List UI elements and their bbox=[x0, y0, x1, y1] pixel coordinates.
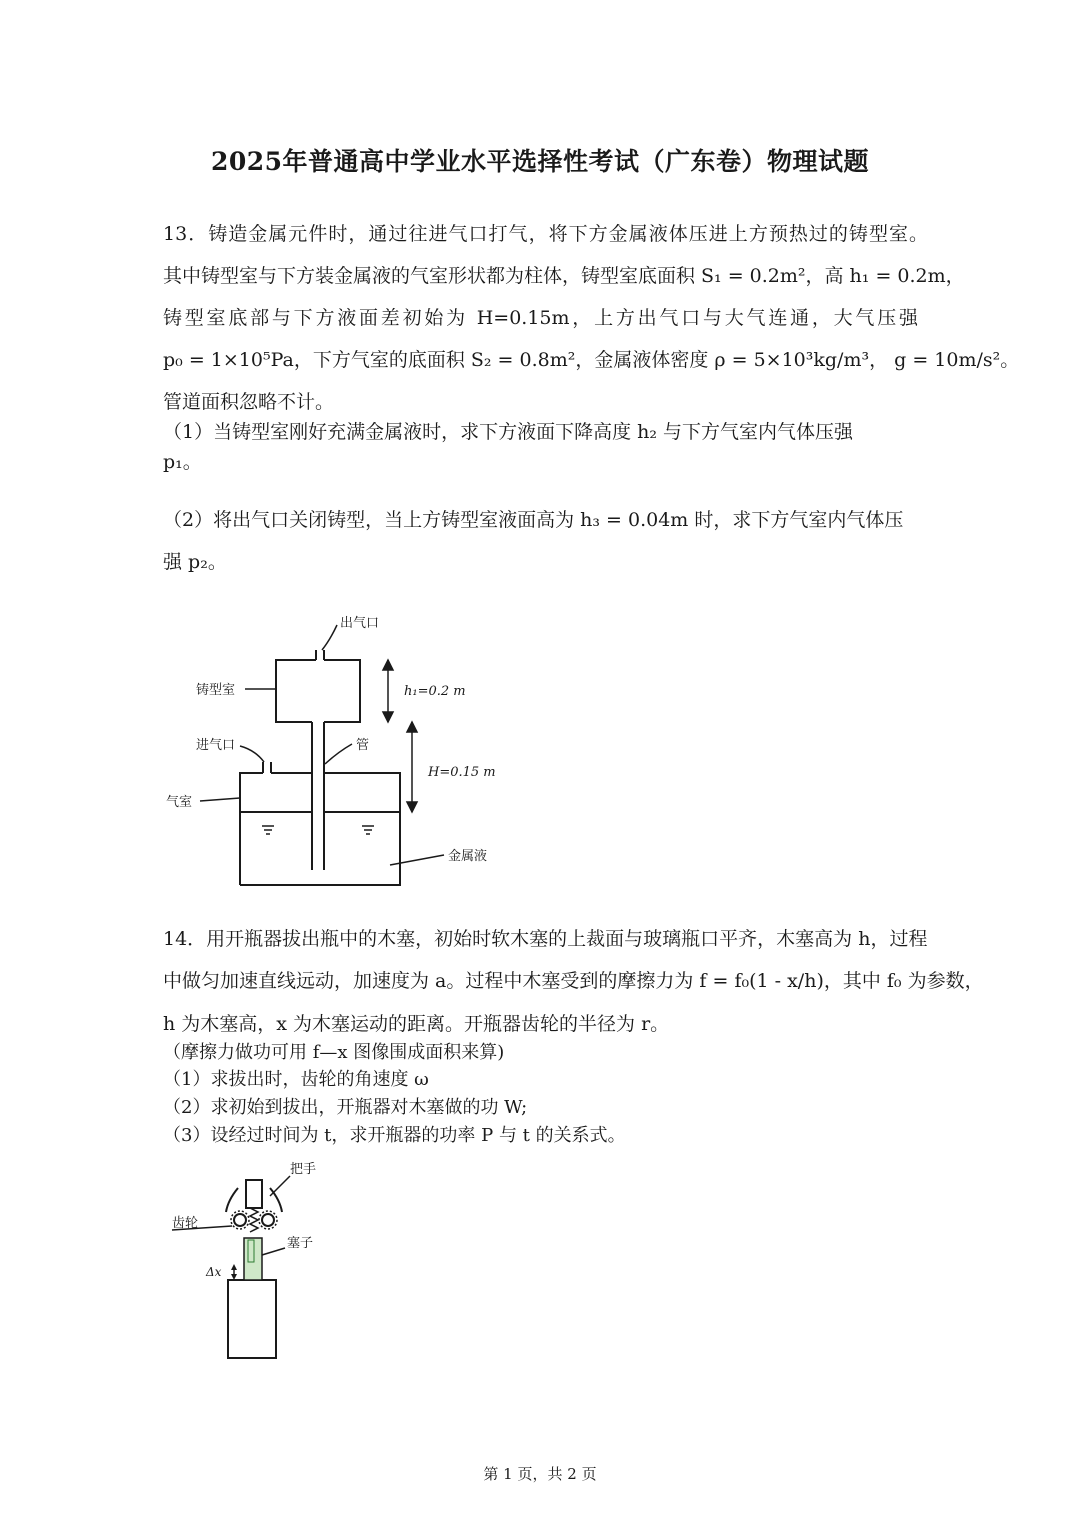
q13-line-3: 铸型室底部与下方液面差初始为 H=0.15m，上方出气口与大气连通，大气压强 bbox=[163, 307, 918, 329]
outlet-label: 出气口 bbox=[340, 616, 380, 631]
gear-right bbox=[262, 1214, 274, 1226]
q14-subq-3: （3）设经过时间为 t，求开瓶器的功率 P 与 t 的关系式。 bbox=[163, 1125, 626, 1146]
q13-line-2: 其中铸型室与下方装金属液的气室形状都为柱体，铸型室底面积 S₁ = 0.2m²，高 h₁ = 0.2m， bbox=[163, 265, 965, 287]
inlet-label: 进气口 bbox=[196, 738, 236, 753]
H-label: H=0.15 m bbox=[428, 765, 496, 780]
cork-leader bbox=[262, 1248, 285, 1255]
handle-label: 把手 bbox=[290, 1162, 317, 1177]
q13-line-4: p₀ = 1×10⁵Pa，下方气室的底面积 S₂ = 0.8m²，金属液体密度 ρ = 5×10³kg/m³， g = 10m/s²。 bbox=[163, 349, 1020, 371]
gas-chamber-leader bbox=[200, 798, 240, 801]
rack bbox=[250, 1208, 258, 1232]
cork bbox=[244, 1238, 262, 1280]
q13-line-5: 管道面积忽略不计。 bbox=[163, 391, 335, 413]
dx-label: Δx bbox=[206, 1265, 222, 1279]
mold-chamber-label: 铸型室 bbox=[196, 683, 236, 698]
q14-subq-1: （1）求拔出时，齿轮的角速度 ω bbox=[163, 1069, 429, 1090]
q13-subq-2-cont: 强 p₂。 bbox=[163, 551, 227, 573]
h1-arrow-bottom bbox=[383, 712, 393, 722]
q13-subq-1: （1）当铸型室刚好充满金属液时，求下方液面下降高度 h₂ 与下方气室内气体压强 bbox=[163, 421, 854, 443]
page-title: 2025年普通高中学业水平选择性考试（广东卷）物理试题 bbox=[210, 147, 870, 176]
q14-line-4: （摩擦力做功可用 f—x 图像围成面积来算) bbox=[163, 1042, 505, 1063]
gas-chamber-label: 气室 bbox=[166, 795, 193, 810]
inlet-leader bbox=[240, 746, 264, 762]
mold-chamber-right-wall bbox=[324, 660, 360, 722]
gear-left bbox=[234, 1214, 246, 1226]
handle-leader bbox=[270, 1176, 290, 1196]
metal-liquid-label: 金属液 bbox=[448, 849, 488, 864]
h1-arrow-top bbox=[383, 660, 393, 670]
pipe-label: 管 bbox=[356, 738, 370, 753]
liquid-level-marks bbox=[262, 826, 374, 834]
gas-chamber-right-bottom bbox=[240, 773, 400, 885]
q13-subq-1-cont: p₁。 bbox=[163, 451, 202, 473]
q13-subq-2: （2）将出气口关闭铸型，当上方铸型室液面高为 h₃ = 0.04m 时，求下方气室内气体压 bbox=[163, 509, 904, 531]
bottle-opener-diagram bbox=[172, 1161, 316, 1358]
q14-line-3: h 为木塞高，x 为木塞运动的距离。开瓶器齿轮的半径为 r。 bbox=[163, 1013, 670, 1035]
mold-chamber-left-wall bbox=[276, 660, 316, 722]
page-footer: 第 1 页，共 2 页 bbox=[483, 1465, 597, 1483]
metal-liquid-leader bbox=[390, 855, 444, 865]
H-arrow-top bbox=[407, 722, 417, 732]
q14-line-2: 中做匀加速直线远动，加速度为 a。过程中木塞受到的摩擦力为 f = f₀(1 - x/h)，其中 f₀ 为参数， bbox=[163, 970, 984, 992]
cork-label: 塞子 bbox=[287, 1236, 314, 1251]
handle-body bbox=[246, 1180, 262, 1208]
gear-label: 齿轮 bbox=[172, 1216, 199, 1231]
q14-line-1: 14．用开瓶器拔出瓶中的木塞，初始时软木塞的上裁面与玻璃瓶口平齐，木塞高为 h，过程 bbox=[163, 928, 928, 950]
outlet-leader bbox=[322, 625, 337, 650]
pipe-leader bbox=[325, 744, 352, 764]
gas-chamber-left bbox=[240, 773, 263, 885]
q13-line-1: 13．铸造金属元件时，通过往进气口打气，将下方金属液体压进上方预热过的铸型室。 bbox=[163, 223, 928, 245]
bottle-body bbox=[228, 1280, 276, 1358]
H-arrow-bottom bbox=[407, 802, 417, 812]
h1-label: h₁=0.2 m bbox=[404, 684, 466, 699]
q14-subq-2: （2）求初始到拔出，开瓶器对木塞做的功 W; bbox=[163, 1097, 528, 1118]
